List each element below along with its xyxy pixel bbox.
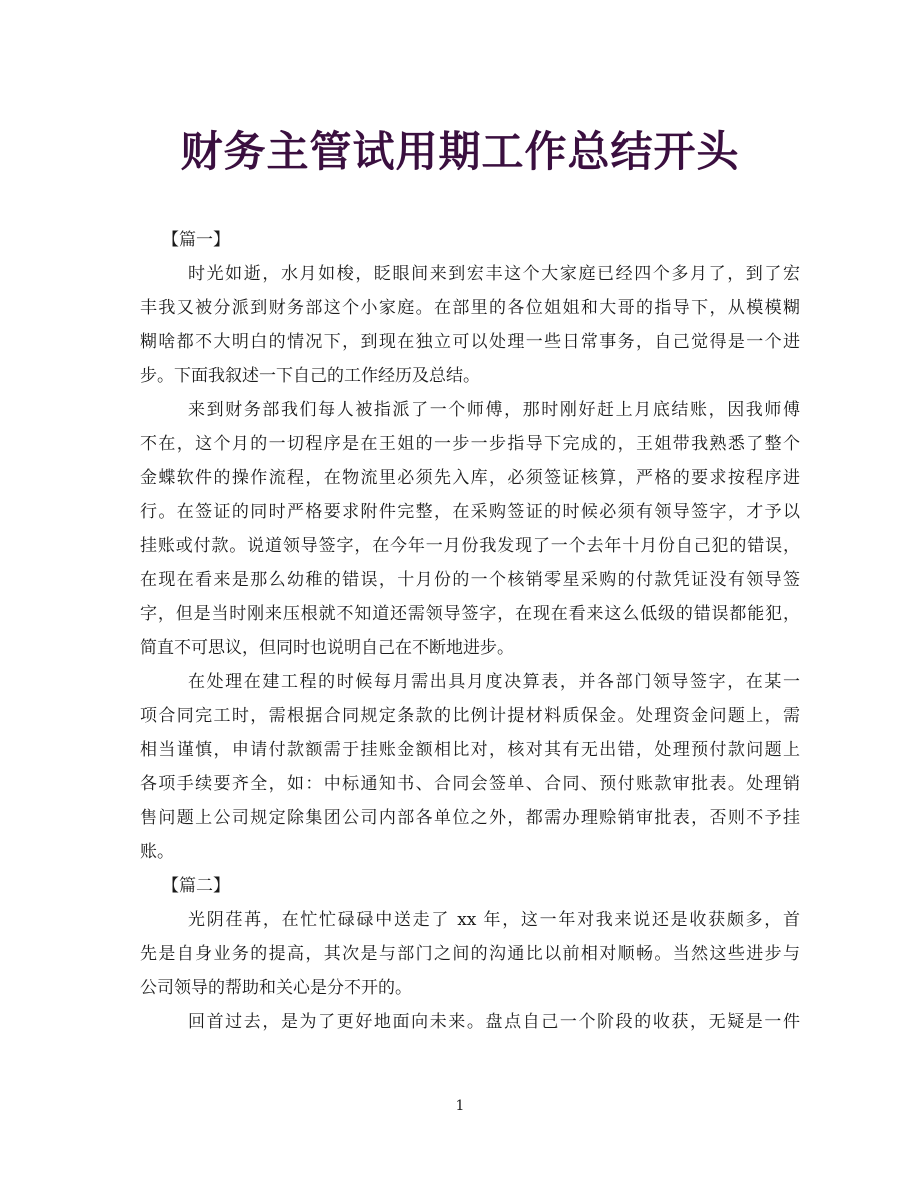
text-line: 来到财务部我们每人被指派了一个师傅，那时刚好赶上月底结账，因我师傅 <box>188 400 800 420</box>
text-line: 字，但是当时刚来压根就不知道还需领导签字，在现在看来这么低级的错误都能犯， <box>140 604 800 624</box>
text-line: 不在，这个月的一切程序是在王姐的一步一步指导下完成的，王姐带我熟悉了整个 <box>140 434 800 454</box>
section-label-2: 【篇二】 <box>162 876 230 896</box>
page-number: 1 <box>455 1098 465 1114</box>
text-line: 简直不可思议，但同时也说明自己在不断地进步。 <box>140 638 514 658</box>
document-title: 财务主管试用期工作总结开头 <box>180 127 740 176</box>
document-body <box>140 223 800 1039</box>
text-line: 糊啥都不大明白的情况下，到现在独立可以处理一些日常事务，自己觉得是一个进 <box>140 332 800 352</box>
paragraph <box>140 665 800 869</box>
text-line: 挂账或付款。说道领导签字，在今年一月份我发现了一个去年十月份自己犯的错误， <box>140 536 800 556</box>
paragraph <box>140 1005 800 1039</box>
text-line: 相当谨慎，申请付款额需于挂账金额相比对，核对其有无出错，处理预付款问题上 <box>140 740 800 760</box>
text-line: 光阴荏苒，在忙忙碌碌中送走了 xx 年，这一年对我来说还是收获颇多，首 <box>188 910 800 930</box>
text-line: 项合同完工时，需根据合同规定条款的比例计提材料质保金。处理资金问题上，需 <box>140 706 800 726</box>
paragraph <box>140 903 800 1005</box>
text-line: 丰我又被分派到财务部这个小家庭。在部里的各位姐姐和大哥的指导下，从模模糊 <box>140 298 800 318</box>
text-line: 回首过去，是为了更好地面向未来。盘点自己一个阶段的收获，无疑是一件 <box>188 1012 800 1032</box>
text-line: 在现在看来是那么幼稚的错误，十月份的一个核销零星采购的付款凭证没有领导签 <box>140 570 800 590</box>
text-line: 时光如逝，水月如梭，眨眼间来到宏丰这个大家庭已经四个多月了，到了宏 <box>188 264 800 284</box>
text-line: 各项手续要齐全，如：中标通知书、合同会签单、合同、预付账款审批表。处理销 <box>140 774 800 794</box>
text-line: 先是自身业务的提高，其次是与部门之间的沟通比以前相对顺畅。当然这些进步与 <box>140 944 800 964</box>
section-label-1: 【篇一】 <box>162 230 230 250</box>
text-line: 公司领导的帮助和关心是分不开的。 <box>140 978 412 998</box>
text-line: 行。在签证的同时严格要求附件完整，在采购签证的时候必须有领导签字，才予以 <box>140 502 800 522</box>
text-line: 账。 <box>140 842 174 862</box>
text-line: 在处理在建工程的时候每月需出具月度决算表，并各部门领导签字，在某一 <box>188 672 800 692</box>
paragraph <box>140 257 800 393</box>
text-line: 步。下面我叙述一下自己的工作经历及总结。 <box>140 366 480 386</box>
paragraph <box>140 393 800 665</box>
text-line: 金蝶软件的操作流程，在物流里必须先入库，必须签证核算，严格的要求按程序进 <box>140 468 800 488</box>
text-line: 售问题上公司规定除集团公司内部各单位之外，都需办理赊销审批表，否则不予挂 <box>140 808 800 828</box>
